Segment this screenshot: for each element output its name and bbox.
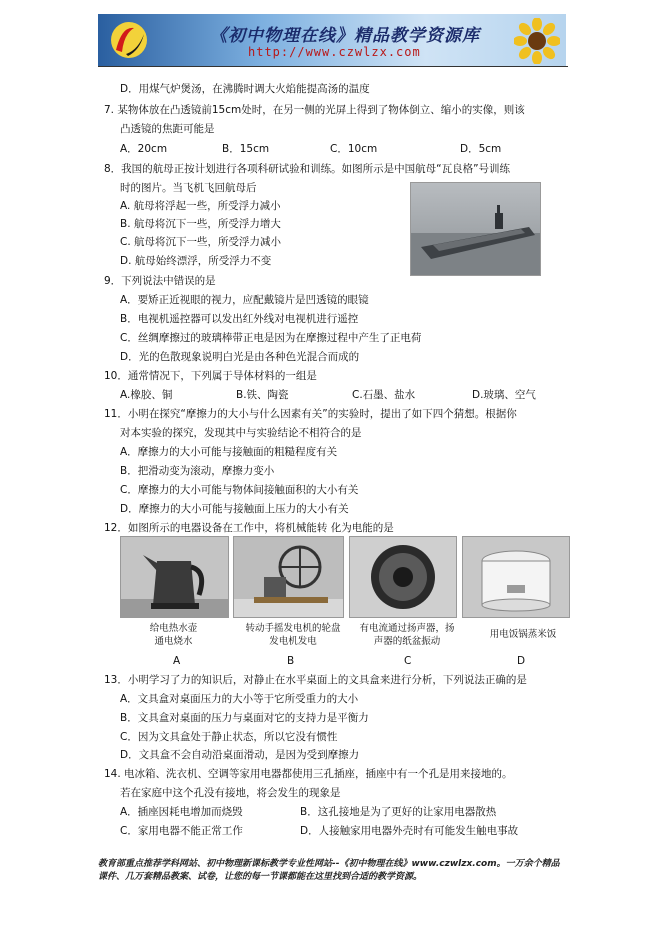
generator-caption <box>233 622 353 648</box>
generator-caption-line1: 转动手摇发电机的轮盘 <box>245 623 341 634</box>
q12-label-c: C <box>404 655 412 667</box>
q7-stem: 7. 某物体放在凸透镜前15cm处时，在另一侧的光屏上得到了物体倒立、缩小的实像，则该 <box>104 104 525 116</box>
q12-label-a: A <box>173 655 181 667</box>
q11-option-b: B．把滑动变为滚动，摩擦力变小 <box>120 465 275 477</box>
q7-option-b: B．15cm <box>222 143 270 155</box>
q7-option-d: D．5cm <box>460 143 502 155</box>
q7-stem-cont: 凸透镜的焦距可能是 <box>120 123 215 135</box>
kettle-caption-line2: 通电烧水 <box>154 636 193 647</box>
q12-label-d: D <box>517 655 526 667</box>
q14-stem: 14. 电冰箱、洗衣机、空调等家用电器都使用三孔插座，插座中有一个孔是用来接地的。 <box>104 768 513 780</box>
q7-option-c: C．10cm <box>330 143 378 155</box>
rice-cooker-photo <box>462 536 570 618</box>
q10-option-d: D.玻璃、空气 <box>472 389 536 401</box>
electric-kettle-photo <box>120 536 229 618</box>
loudspeaker-photo <box>349 536 457 618</box>
q10-option-c: C.石墨、盐水 <box>352 389 416 401</box>
q13-stem: 13．小明学习了力的知识后，对静止在水平桌面上的文具盒来进行分析，下列说法正确的是 <box>104 674 527 686</box>
hand-generator-photo <box>233 536 344 618</box>
generator-caption-line2: 发电机发电 <box>269 636 317 647</box>
q9-stem: 9．下列说法中错误的是 <box>104 275 216 287</box>
q9-option-b: B．电视机遥控器可以发出红外线对电视机进行遥控 <box>120 313 359 325</box>
q10-stem: 10．通常情况下，下列属于导体材料的一组是 <box>104 370 317 382</box>
q9-option-d: D．光的色散现象说明白光是由各种色光混合而成的 <box>120 351 360 363</box>
page-footer: 教育部重点推荐学科网站、初中物理新课标教学专业性网站--《初中物理在线》www.czwlzx.com。一万余个精品课件、几万套精品教案、试卷，让您的每一节课都能在这里找到合适的教学资源。 <box>98 859 560 882</box>
q8-option-b: B. 航母将沉下一些，所受浮力增大 <box>120 218 281 230</box>
q11-stem: 11．小明在探究“摩擦力的大小与什么因素有关”的实验时，提出了如下四个猜想。根据你 <box>104 408 517 420</box>
q8-option-a: A. 航母将浮起一些，所受浮力减小 <box>120 200 281 212</box>
q14-option-d: D．人接触家用电器外壳时有可能发生触电事故 <box>300 825 519 837</box>
q9-option-c: C．丝绸摩擦过的玻璃棒带正电是因为在摩擦过程中产生了正电荷 <box>120 332 422 344</box>
q8-option-d: D. 航母始终漂浮，所受浮力不变 <box>120 255 272 267</box>
q11-option-a: A．摩擦力的大小可能与接触面的粗糙程度有关 <box>120 446 338 458</box>
q6-option-d: D．用煤气炉煲汤，在沸腾时调大火焰能提高汤的温度 <box>120 83 370 95</box>
q11-option-c: C．摩擦力的大小可能与物体间接触面积的大小有关 <box>120 484 359 496</box>
q8-stem-cont: 时的图片。当飞机飞回航母后 <box>120 182 257 194</box>
rice-cooker-caption: 用电饭锅蒸米饭 <box>489 629 557 640</box>
header-divider <box>98 66 568 67</box>
q13-option-d: D．文具盒不会自动沿桌面滑动，是因为受到摩擦力 <box>120 749 360 761</box>
kettle-caption <box>120 622 227 648</box>
q13-option-a: A．文具盒对桌面压力的大小等于它所受重力的大小 <box>120 693 359 705</box>
q14-option-b: B．这孔接地是为了更好的让家用电器散热 <box>300 806 497 818</box>
sunflower-icon <box>514 18 560 64</box>
speaker-caption-line1: 有电流通过扬声器，扬 <box>359 623 455 634</box>
speaker-caption <box>349 622 465 648</box>
q13-option-c: C．因为文具盒处于静止状态，所以它没有惯性 <box>120 731 338 743</box>
q11-option-d: D．摩擦力的大小可能与接触面上压力的大小有关 <box>120 503 349 515</box>
q8-option-c: C. 航母将沉下一些，所受浮力减小 <box>120 236 282 248</box>
q10-option-a: A.橡胶、铜 <box>120 389 173 401</box>
site-title: 《初中物理在线》精品教学资源库 <box>210 26 480 46</box>
q14-option-c: C．家用电器不能正常工作 <box>120 825 243 837</box>
q9-option-a: A．要矫正近视眼的视力，应配戴镜片是凹透镜的眼镜 <box>120 294 369 306</box>
q14-option-a: A．插座因耗电增加而烧毁 <box>120 806 243 818</box>
q7-option-a: A．20cm <box>120 143 168 155</box>
q10-option-b: B.铁、陶瓷 <box>236 389 289 401</box>
q11-stem-cont: 对本实验的探究，发现其中与实验结论不相符合的是 <box>120 427 362 439</box>
aircraft-carrier-photo <box>410 182 541 276</box>
site-logo-icon <box>108 20 150 60</box>
header-banner <box>98 14 566 66</box>
speaker-caption-line2: 声器的纸盆振动 <box>373 636 441 647</box>
q13-option-b: B．文具盒对桌面的压力与桌面对它的支持力是平衡力 <box>120 712 369 724</box>
q12-label-b: B <box>287 655 295 667</box>
q12-stem: 12．如图所示的电器设备在工作中，将机械能转 化为电能的是 <box>104 522 394 534</box>
site-url[interactable]: http://www.czwlzx.com <box>248 45 421 59</box>
q14-stem-cont: 若在家庭中这个孔没有接地，将会发生的现象是 <box>120 787 341 799</box>
q8-stem: 8．我国的航母正按计划进行各项科研试验和训练。如图所示是中国航母“瓦良格”号训练 <box>104 163 511 175</box>
kettle-caption-line1: 给电热水壶 <box>149 623 198 634</box>
